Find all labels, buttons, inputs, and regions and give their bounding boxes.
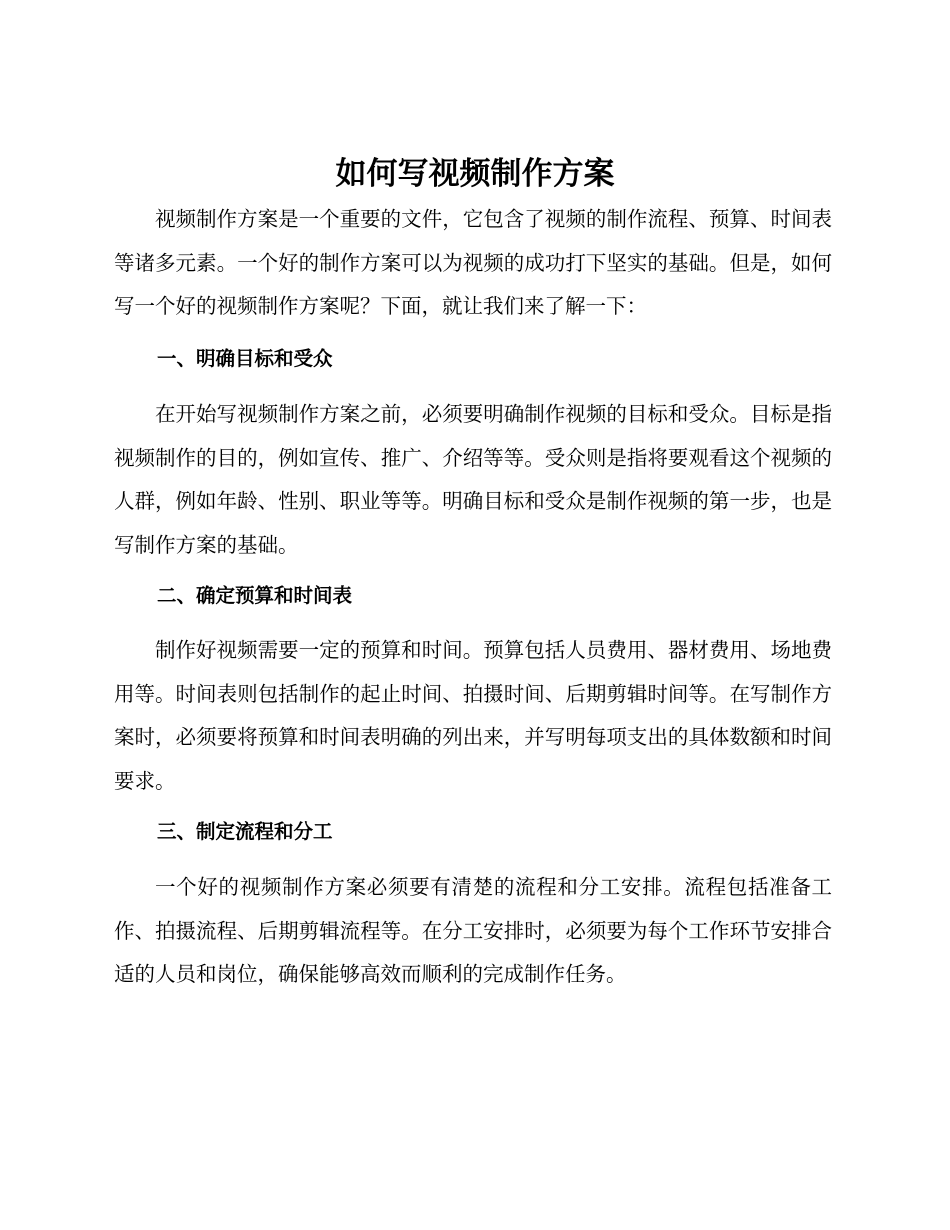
section-paragraph-workflow-roles: 一个好的视频制作方案必须要有清楚的流程和分工安排。流程包括准备工作、拍摄流程、后期剪辑流程等。在分工安排时，必须要为每个工作环节安排合适的人员和岗位，确保能够高效而顺利的完成制作任务。 [114, 875, 832, 986]
section-paragraph-goals-audience: 在开始写视频制作方案之前，必须要明确制作视频的目标和受众。目标是指视频制作的目的，例如宣传、推广、介绍等等。受众则是指将要观看这个视频的人群，例如年龄、性别、职业等等。明确目标和受众是制作视频的第一步，也是写制作方案的基础。 [114, 402, 832, 557]
section-paragraph-budget-schedule: 制作好视频需要一定的预算和时间。预算包括人员费用、器材费用、场地费用等。时间表则包括制作的起止时间、拍摄时间、后期剪辑时间等。在写制作方案时，必须要将预算和时间表明确的列出来，并写明每项支出的具体数额和时间要求。 [114, 638, 832, 793]
section-heading-goals-audience: 一、明确目标和受众 [157, 347, 333, 370]
intro-paragraph: 视频制作方案是一个重要的文件，它包含了视频的制作流程、预算、时间表等诸多元素。一个好的制作方案可以为视频的成功打下坚实的基础。但是，如何写一个好的视频制作方案呢？下面，就让我们来了解一下： [114, 207, 832, 318]
document-title: 如何写视频制作方案 [335, 156, 615, 192]
section-heading-budget-schedule: 二、确定预算和时间表 [157, 584, 353, 607]
section-heading-workflow-roles: 三、制定流程和分工 [157, 820, 333, 843]
